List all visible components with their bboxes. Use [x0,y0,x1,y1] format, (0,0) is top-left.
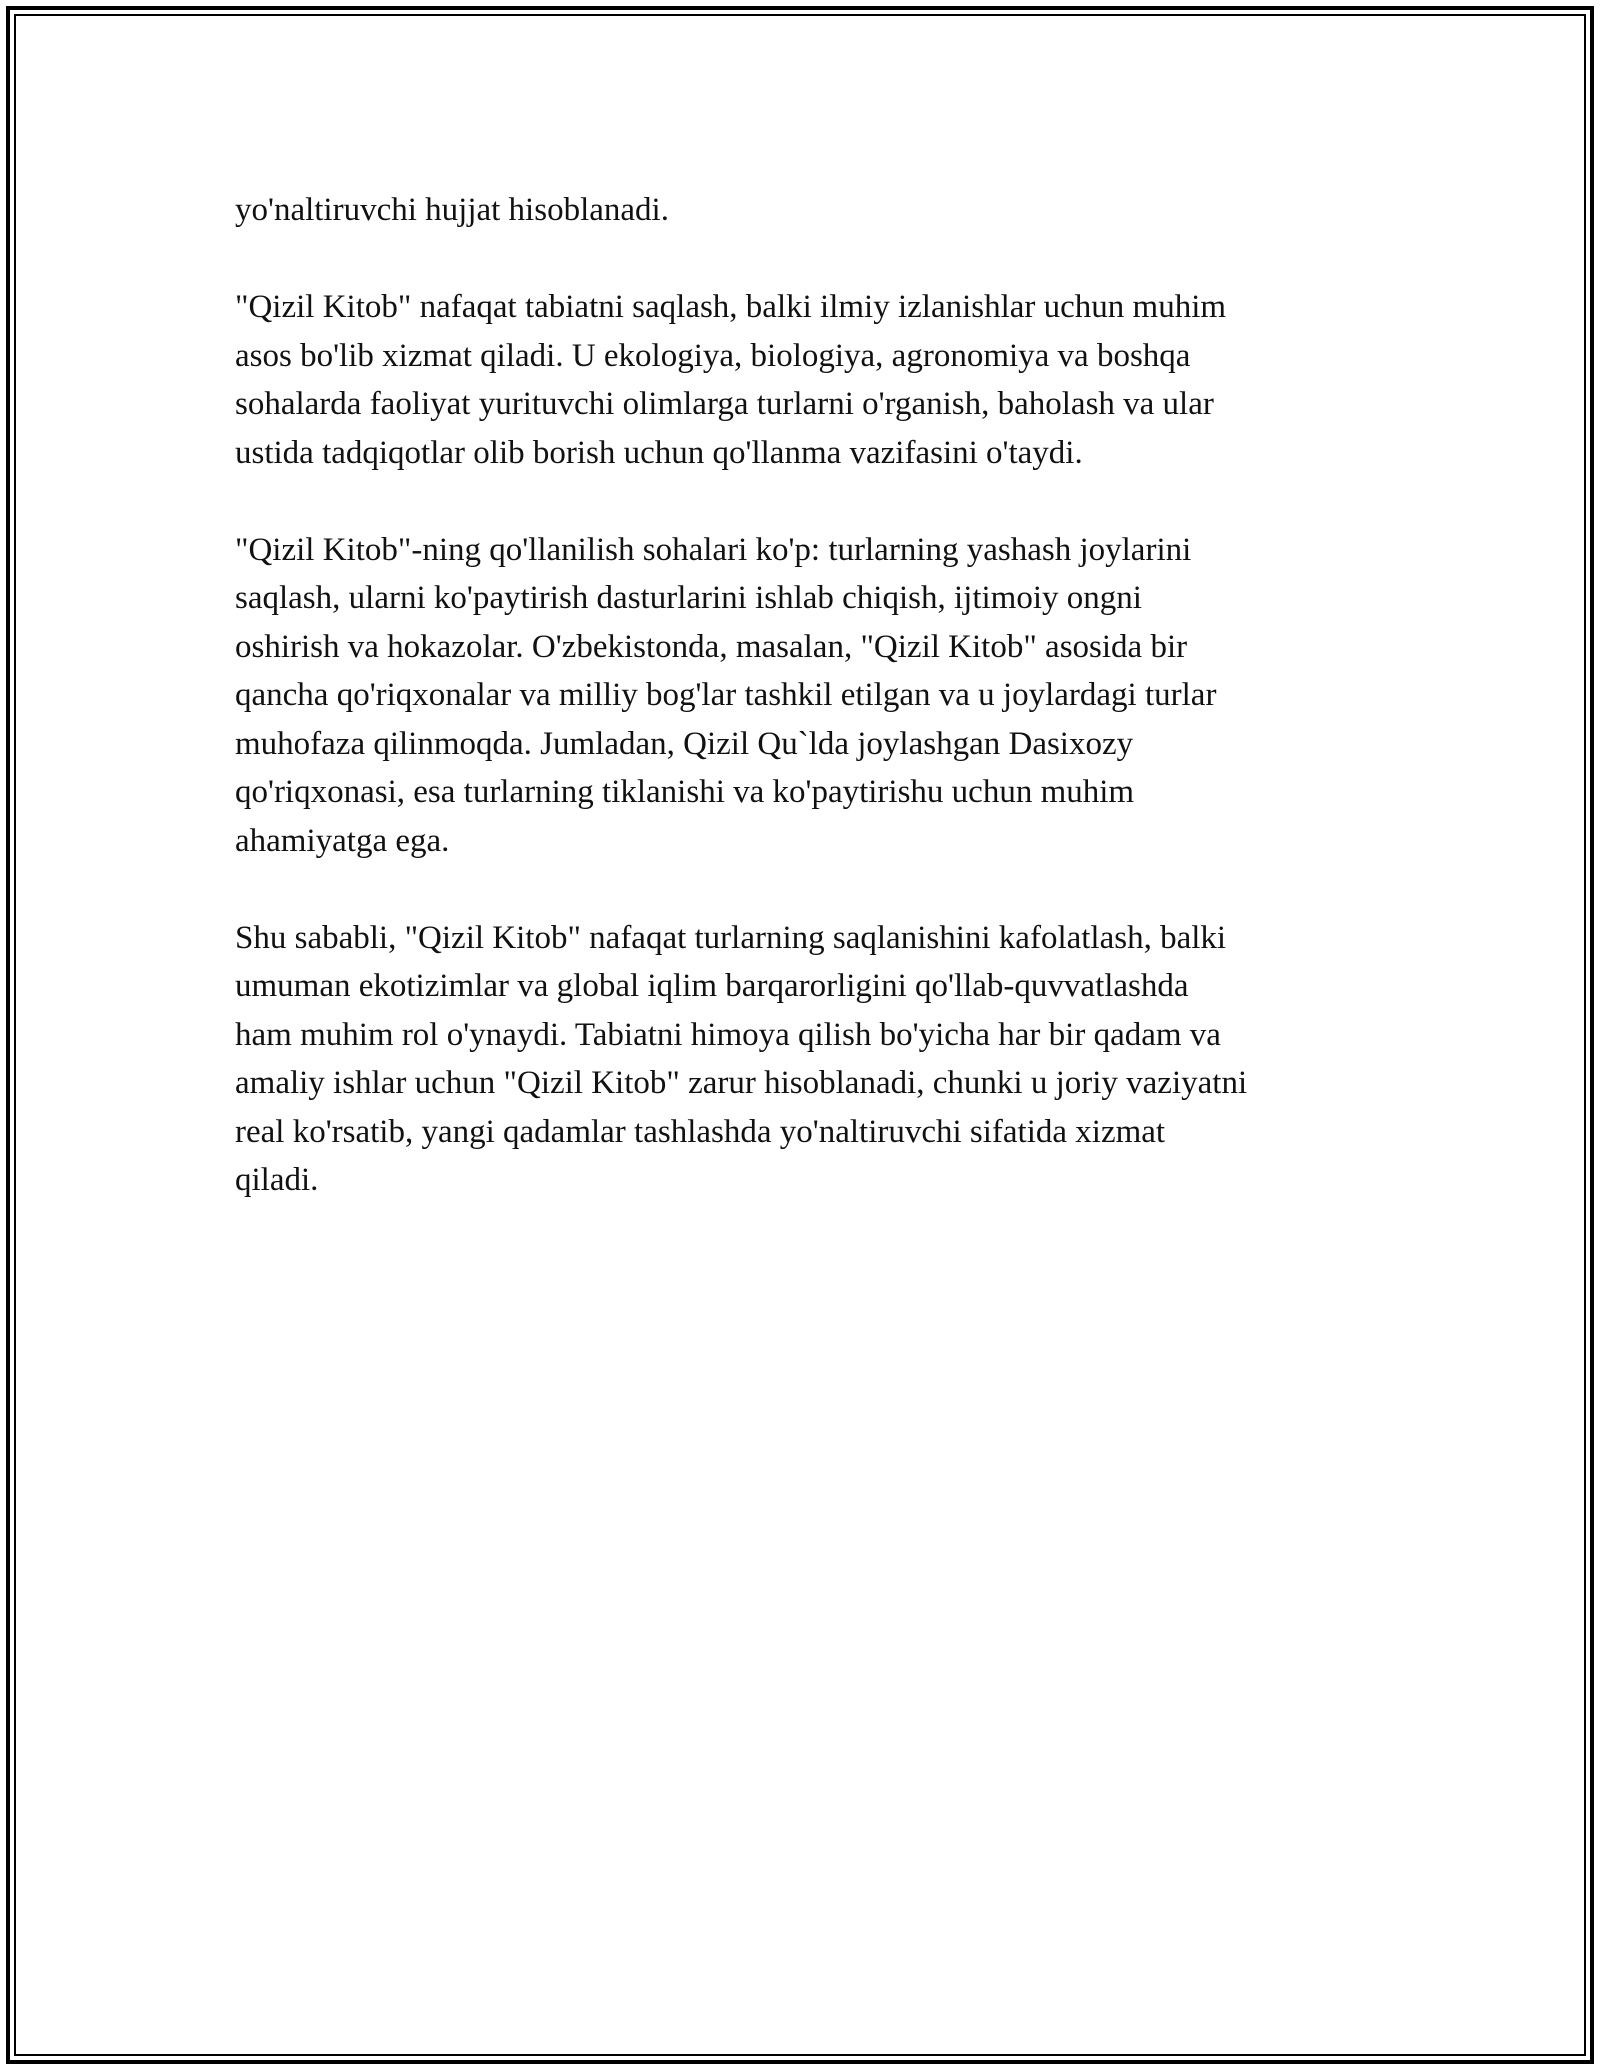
paragraph-3: "Qizil Kitob"-ning qo'llanilish sohalari ko'p: turlarning yashash joylarini saqlash, ularni ko'paytirish dasturlarini ishlab chiqish, ijtimoiy ongni oshirish va hokazolar. O'zbekistonda, masalan, "Qizil Kitob" asosida bir qancha qo'riqxonalar va milliy bog'lar tashkil etilgan va u joylardagi turlar muhofaza qilinmoqda. Jumladan, Qizil Qu`lda joylashgan Dasixozy qo'riqxonasi, esa turlarning tiklanishi va ko'paytirishu uchun muhim ahamiyatga ega. [235,531,1217,859]
paragraph-4: Shu sababli, "Qizil Kitob" nafaqat turlarning saqlanishini kafolatlash, balki umuman ekotizimlar va global iqlim barqarorligini qo'llab-quvvatlashda ham muhim rol o'ynaydi. Tabiatni himoya qilish bo'yicha har bir qadam va amaliy ishlar uchun "Qizil Kitob" zarur hisoblanadi, chunki u joriy vaziyatni real ko'rsatib, yangi qadamlar tashlashda yo'naltiruvchi sifatida xizmat qiladi. [235,919,1248,1198]
paragraph-1: yo'naltiruvchi hujjat hisoblanadi. [235,192,669,228]
paragraph-2: "Qizil Kitob" nafaqat tabiatni saqlash, balki ilmiy izlanishlar uchun muhim asos bo'lib xizmat qiladi. U ekologiya, biologiya, agronomiya va boshqa sohalarda faoliyat yurituvchi olimlarga turlarni o'rganish, baholash va ular ustida tadqiqotlar olib borish uchun qo'llanma vazifasini o'taydi. [235,289,1227,471]
document-body [235,186,1385,1253]
